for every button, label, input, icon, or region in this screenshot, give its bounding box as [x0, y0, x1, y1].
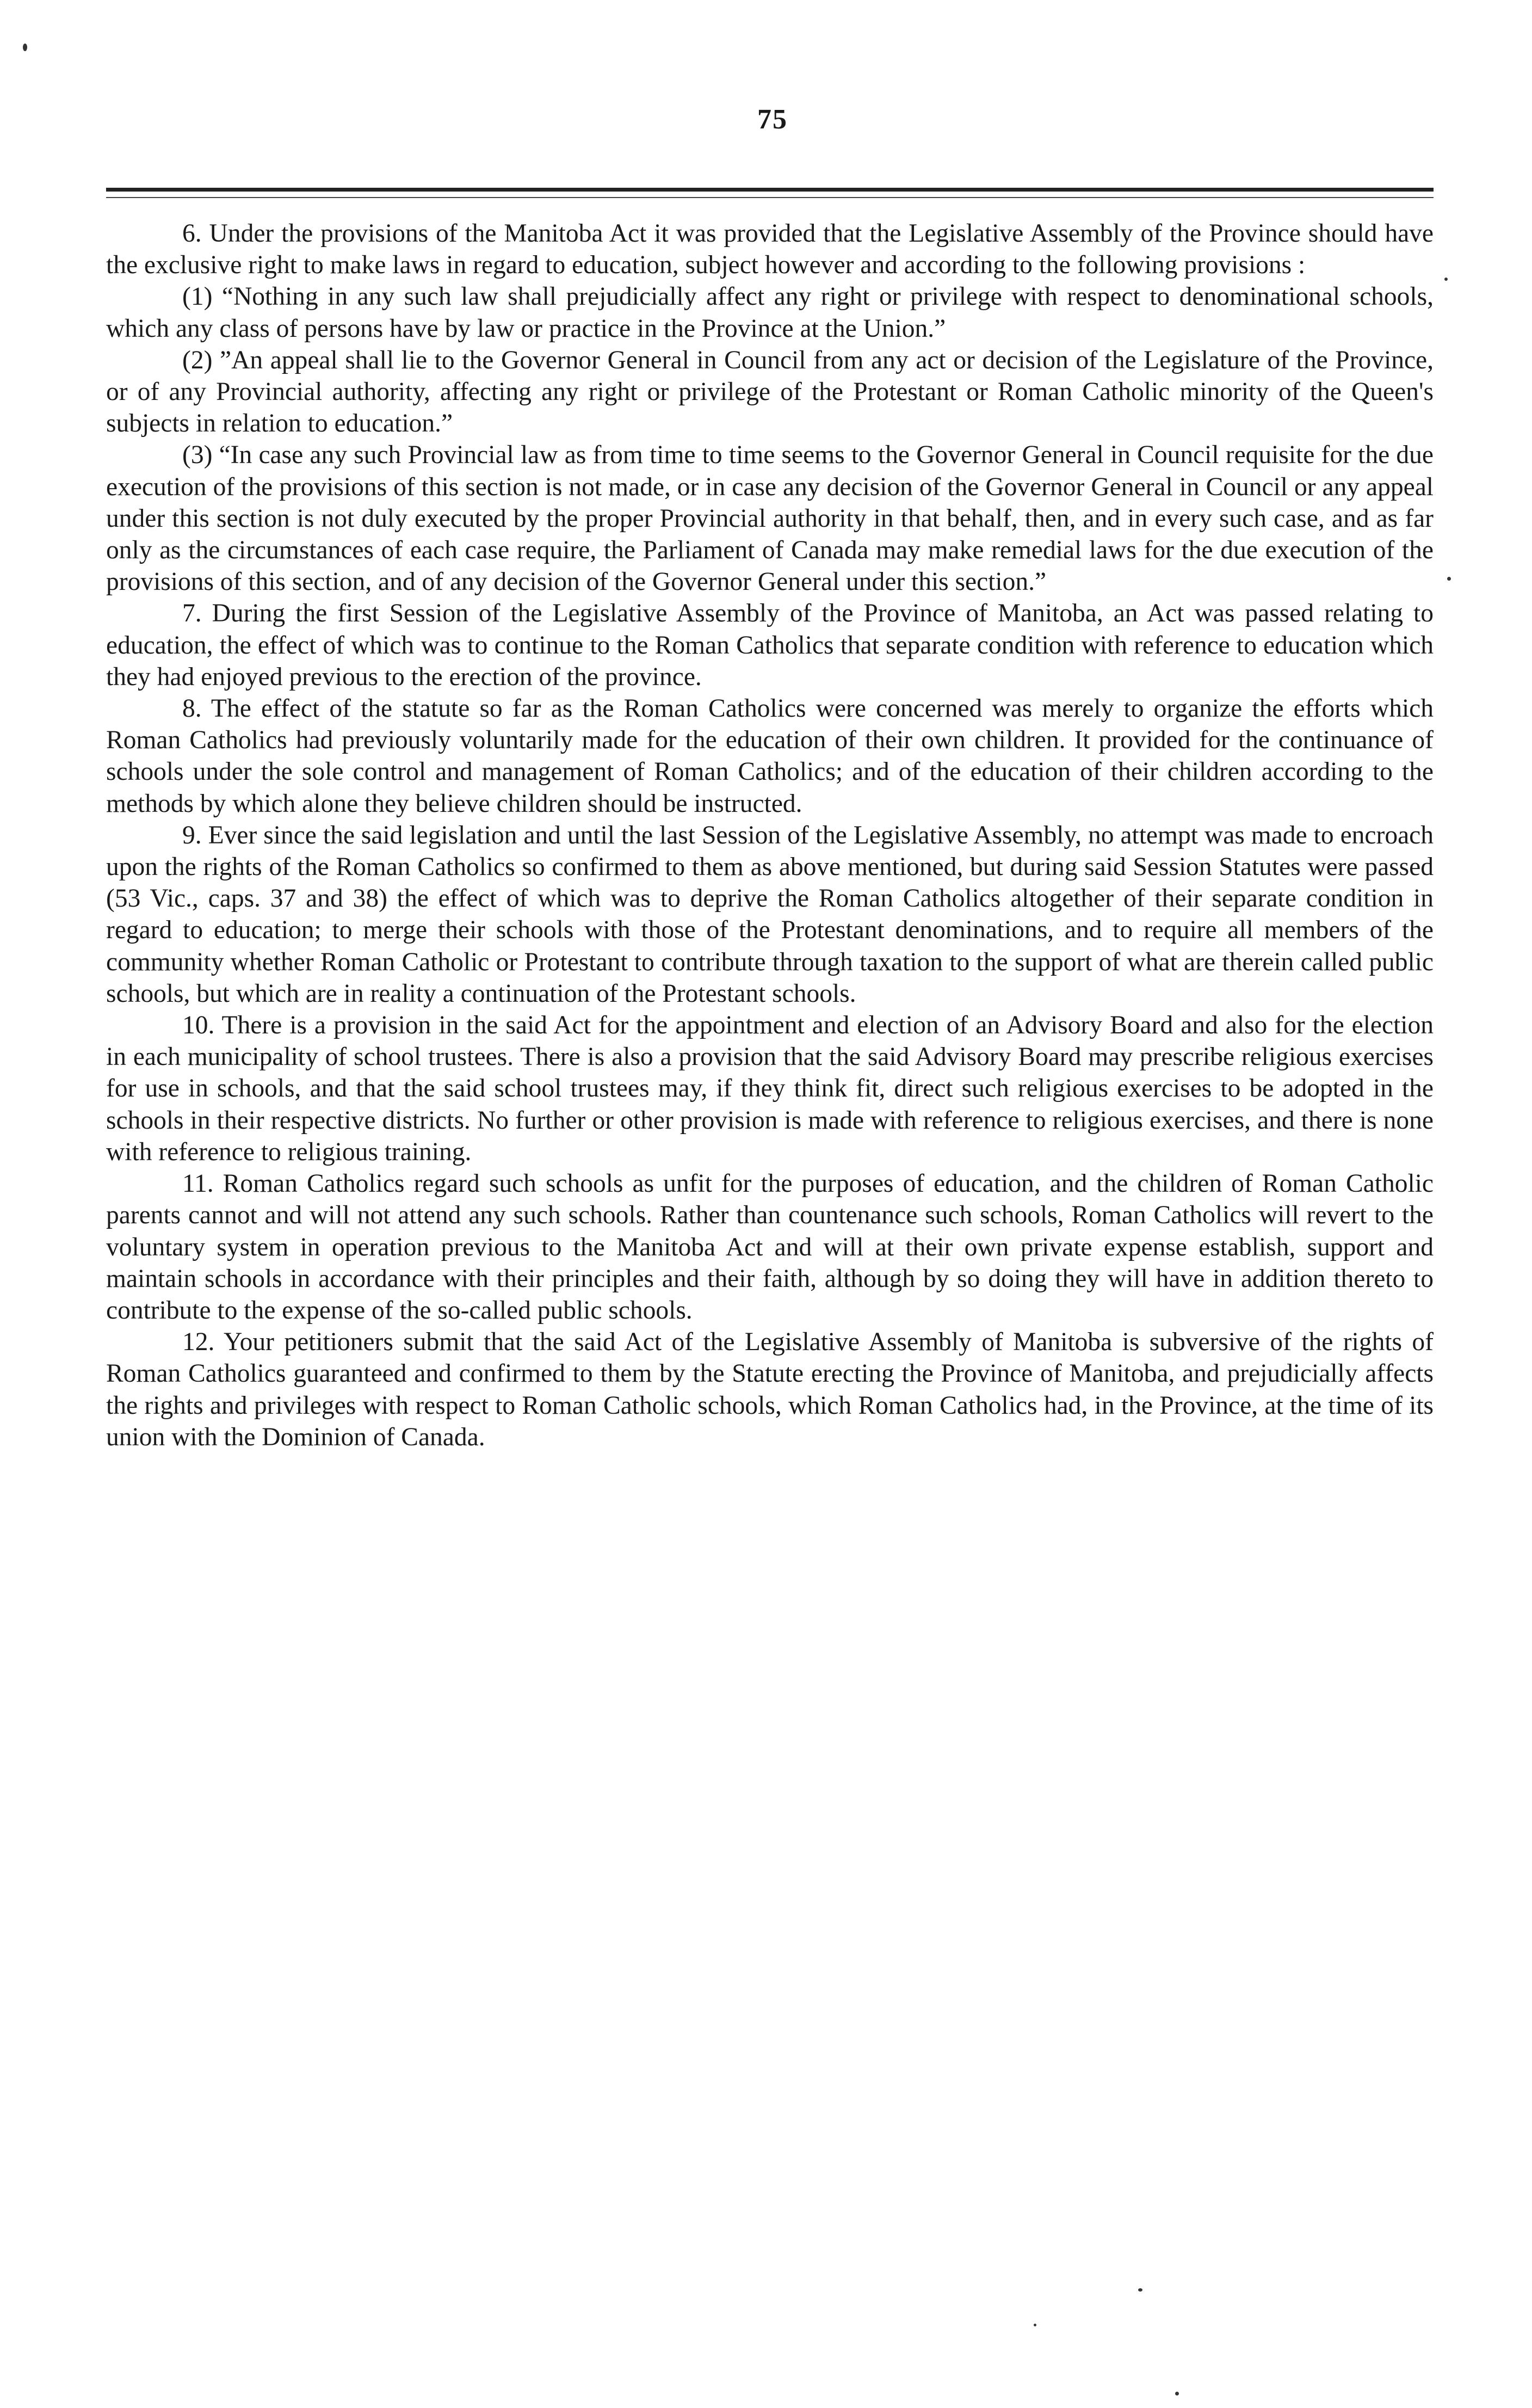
paragraph-7: 7. During the first Session of the Legislative Assembly of the Province of Manitoba, an Act was passed relating to education, the effect of which was to continue to the Roman Catholics that separate condition with reference to education which they had enjoyed previous to the erection of the province. [106, 599, 1434, 691]
scan-speck [1175, 2392, 1179, 2395]
scan-speck [1444, 278, 1448, 281]
provision-2: (2) ”An appeal shall lie to the Governor General in Council from any act or decision of the Legislature of the Province, or of any Provincial authority, affecting any right or privilege of the Protestant or Roman Catholic minority of the Queen's subjects in relation to education.” [106, 346, 1434, 438]
provision-3: (3) “In case any such Provincial law as from time to time seems to the Governor General in Council requisite for the due execution of the provisions of this section is not made, or in case any decision of the Governor General in Council or any appeal under this section is not duly executed by the proper Provincial authority in that behalf, then, and in every such case, and as far only as the circumstances of each case require, the Parliament of Canada may make remedial laws for the due execution of the provisions of this section, and of any decision of the Governor General under this section.” [106, 441, 1434, 596]
scan-speck [23, 44, 27, 51]
page-number: 75 [757, 104, 788, 135]
paragraph-9: 9. Ever since the said legislation and until the last Session of the Legislative Assembly, no attempt was made to encroach upon the rights of the Roman Catholics so confirmed to them as above mentioned, but during said Session Statutes were passed (53 Vic., caps. 37 and 38) the effect of which was to deprive the Roman Catholics altogether of their separate condition in regard to education; to merge their schools with those of the Protestant denominations, and to require all members of the community whether Roman Catholic or Protestant to contribute through taxation to the support of what are therein called public schools, but which are in reality a continuation of the Protestant schools. [106, 821, 1434, 1008]
scan-speck [1138, 2288, 1142, 2292]
header-rule-thin [106, 197, 1434, 198]
paragraph-11: 11. Roman Catholics regard such schools as unfit for the purposes of education, and the children of Roman Catholic parents cannot and will not attend any such schools. Rather than countenance such schools, Roman Catholics will revert to the voluntary system in operation previous to the Manitoba Act and will at their own private expense establish, support and maintain schools in accordance with their principles and their faith, although by so doing they will have in addition thereto to contribute to the expense of the so-called public schools. [106, 1169, 1434, 1325]
header-rule [106, 188, 1434, 192]
paragraph-10: 10. There is a provision in the said Act for the appointment and election of an Advisory Board and also for the election in each municipality of school trustees. There is also a provision that the said Advisory Board may prescribe religious exercises for use in schools, and that the said school trustees may, if they think fit, direct such religious exercises to be adopted in the schools in their respective districts. No further or other provision is made with reference to religious exercises, and there is none with reference to religious training. [106, 1011, 1434, 1166]
scan-speck [1447, 577, 1451, 581]
paragraph-6: 6. Under the provisions of the Manitoba Act it was provided that the Legislative Assembly of the Province should have the exclusive right to make laws in regard to education, subject however and according to the following provisions : [106, 219, 1434, 280]
provision-1: (1) “Nothing in any such law shall prejudicially affect any right or privilege with respect to denominational schools, which any class of persons have by law or practice in the Province at the Union.” [106, 282, 1434, 343]
scan-speck [1034, 2324, 1036, 2326]
paragraph-12: 12. Your petitioners submit that the said Act of the Legislative Assembly of Manitoba is subversive of the rights of Roman Catholics guaranteed and confirmed to them by the Statute erecting the Province of Manitoba, and prejudicially affects the rights and privileges with respect to Roman Catholic schools, which Roman Catholics had, in the Province, at the time of its union with the Dominion of Canada. [106, 1328, 1434, 1451]
paragraph-8: 8. The effect of the statute so far as the Roman Catholics were concerned was merely to organize the efforts which Roman Catholics had previously voluntarily made for the education of their own children. It provided for the continuance of schools under the sole control and management of Roman Catholics; and of the education of their children according to the methods by which alone they believe children should be instructed. [106, 694, 1434, 818]
petition-text [106, 218, 1434, 1453]
